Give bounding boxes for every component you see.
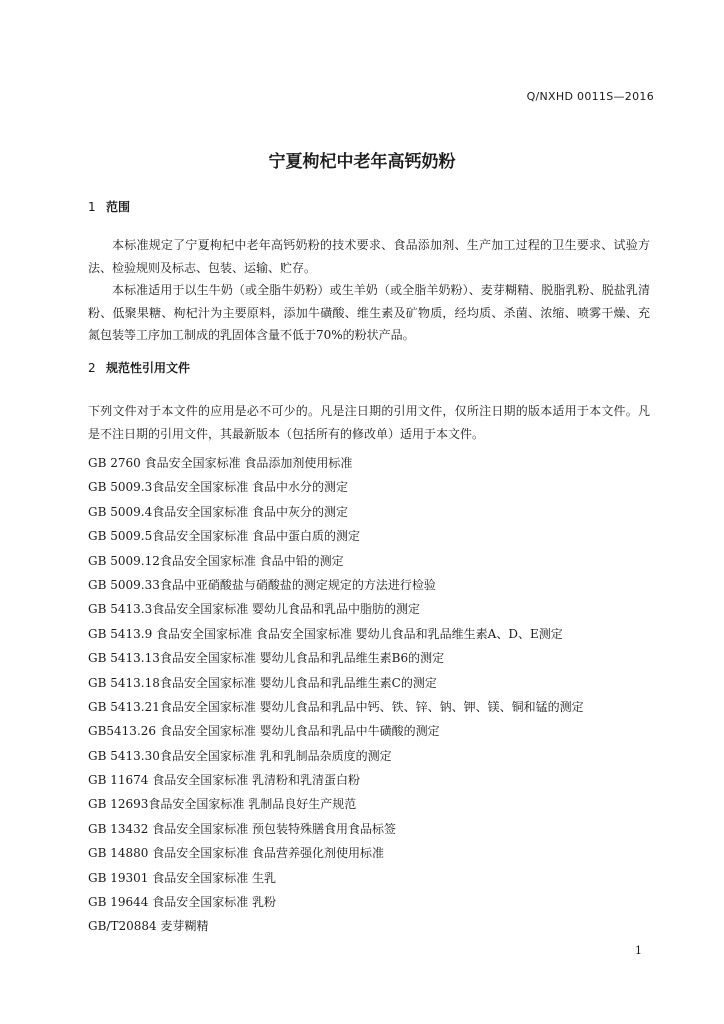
reference-item: GB5413.26 食品安全国家标准 婴幼儿食品和乳品中牛磺酸的测定 [88,724,440,739]
reference-item: GB 5413.13食品安全国家标准 婴幼儿食品和乳品维生素B6的测定 [88,651,445,666]
reference-item: GB 5009.3食品安全国家标准 食品中水分的测定 [88,480,349,495]
reference-item: GB 5009.12食品安全国家标准 食品中铅的测定 [88,553,344,568]
reference-item: GB 12693食品安全国家标准 乳制品良好生产规范 [88,797,357,812]
document-title: 宁夏枸杞中老年高钙奶粉 [268,152,456,172]
scope-paragraph-1: 本标准规定了宁夏枸杞中老年高钙奶粉的技术要求、食品添加剂、生产加工过程的卫生要求、试验方法、检验规则及标志、包装、运输、贮存。 [88,238,650,275]
scope-paragraph-2: 本标准适用于以生牛奶（或全脂牛奶粉）或生羊奶（或全脂羊奶粉）、麦芽糊精、脱脂乳粉、脱盐乳清粉、低聚果糖、枸杞汁为主要原料，添加牛磺酸、维生素及矿物质，经均质、杀菌、浓缩、喷雾干燥、充氮包装等工序加工制成的乳固体含量不低于70%的粉状产品。 [88,283,650,342]
section-2-heading [88,359,190,376]
reference-item: GB 5413.21食品安全国家标准 婴幼儿食品和乳品中钙、铁、锌、钠、钾、镁、铜和锰的测定 [88,699,584,714]
section-number: 1 [88,200,96,214]
reference-item: GB 19301 食品安全国家标准 生乳 [88,870,277,885]
reference-item: GB 5413.18食品安全国家标准 婴幼儿食品和乳品维生素C的测定 [88,675,437,690]
reference-item: GB 5009.33食品中亚硝酸盐与硝酸盐的测定规定的方法进行检验 [88,577,436,592]
section-1-heading [88,198,130,215]
section-title: 范围 [106,200,131,214]
reference-item: GB 5413.9 食品安全国家标准 食品安全国家标准 婴幼儿食品和乳品维生素A、D、E测定 [88,626,563,641]
reference-item: GB 5413.3食品安全国家标准 婴幼儿食品和乳品中脂肪的测定 [88,602,421,617]
references-intro: 下列文件对于本文件的应用是必不可少的。凡是注日期的引用文件，仅所注日期的版本适用于本文件。凡是不注日期的引用文件，其最新版本（包括所有的修改单）适用于本文件。 [88,404,650,441]
section-number: 2 [88,361,96,375]
reference-item: GB 14880 食品安全国家标准 食品营养强化剂使用标准 [88,846,385,861]
section-title: 规范性引用文件 [106,361,191,375]
reference-item: GB 11674 食品安全国家标准 乳清粉和乳清蛋白粉 [88,773,361,788]
standard-code: Q/NXHD 0011S—2016 [526,90,654,103]
reference-item: GB 5009.4食品安全国家标准 食品中灰分的测定 [88,504,349,519]
reference-item: GB 5413.30食品安全国家标准 乳和乳制品杂质度的测定 [88,748,392,763]
reference-item: GB 13432 食品安全国家标准 预包装特殊膳食用食品标签 [88,821,397,836]
reference-item: GB 2760 食品安全国家标准 食品添加剂使用标准 [88,456,353,470]
reference-list [88,451,658,939]
reference-item: GB 19644 食品安全国家标准 乳粉 [88,895,277,910]
reference-item: GB 5009.5食品安全国家标准 食品中蛋白质的测定 [88,529,361,544]
reference-item: GB/T20884 麦芽糊精 [88,919,209,934]
page-number: 1 [635,944,642,957]
